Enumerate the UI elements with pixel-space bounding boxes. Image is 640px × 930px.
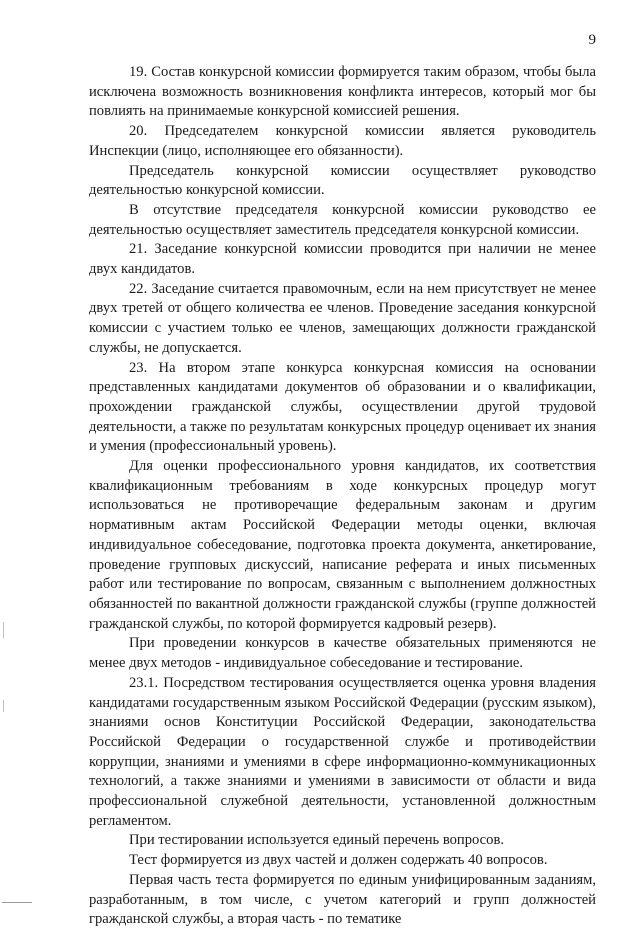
paragraph-23: 23. На втором этапе конкурса конкурсная комиссия на основании представленных кандидатами документов об образовании и о квалификации, прохождении гражданской службы, осуществлении другой трудовой деятельности, а также по результатам конкурсных процедур оценивает их знания и умения (профессиональный уровень). [89,359,596,455]
paragraph-chairman-role: Председатель конкурсной комиссии осуществляет руководство деятельностью конкурсной комиссии. [89,162,596,199]
scan-edge-line [2,902,32,903]
scan-artifact-mark [3,700,4,712]
paragraph-test-first-part: Первая часть теста формируется по единым унифицированным заданиям, разработанным, в том числе, с учетом категорий и групп должностей гражданской службы, а вторая часть - по тематике [89,871,596,928]
document-body [89,63,596,930]
paragraph-23-1: 23.1. Посредством тестирования осуществляется оценка уровня владения кандидатами государственным языком Российской Федерации (русским языком), знаниями основ Конституции Российской Федерации, законодательства Российской Федерации о государственной службе и противодействии коррупции, знаниями и умениями в сфере информационно-коммуникационных технологий, а также знаниями и умениями в зависимости от области и вида профессиональной служебной деятельности, установленной должностным регламентом. [89,674,596,829]
paragraph-21: 21. Заседание конкурсной комиссии проводится при наличии не менее двух кандидатов. [89,241,596,278]
page-number: 9 [588,32,596,48]
paragraph-evaluation-methods: Для оценки профессионального уровня кандидатов, их соответствия квалификационным требованиям в ходе конкурсных процедур могут использоваться не противоречащие федеральным законам и другим нормативным актам Российской Федерации методы оценки, включая индивидуальное собеседование, подготовка проекта документа, анкетирование, проведение групповых дискуссий, написание реферата и иных письменных работ или тестирование по вопросам, связанным с выполнением должностных обязанностей по вакантной должности гражданской службы (группе должностей гражданской службы, по которой формируется кадровый резерв). [89,458,596,632]
paragraph-single-question-list: При тестировании используется единый перечень вопросов. [129,832,504,849]
scan-artifact-mark [3,622,4,638]
paragraph-19: 19. Состав конкурсной комиссии формируется таким образом, чтобы была исключена возможность возникновения конфликта интересов, который мог бы повлиять на принимаемые конкурсной комиссией решения. [89,64,596,120]
paragraph-22: 22. Заседание считается правомочным, если на нем присутствует не менее двух третей от общего количества ее членов. Проведение заседания конкурсной комиссии с участием только ее членов, замещающих должности гражданской службы, не допускается. [89,280,596,356]
paragraph-20: 20. Председателем конкурсной комиссии является руководитель Инспекции (лицо, исполняющее его обязанности). [89,123,596,159]
paragraph-mandatory-methods: При проведении конкурсов в качестве обязательных применяются не менее двух методов - индивидуальное собеседование и тестирование. [89,635,596,672]
paragraph-test-structure: Тест формируется из двух частей и должен содержать 40 вопросов. [129,852,548,869]
paragraph-chairman-absence: В отсутствие председателя конкурсной комиссии руководство ее деятельностью осуществляет заместитель председателя конкурсной комиссии. [89,201,596,238]
